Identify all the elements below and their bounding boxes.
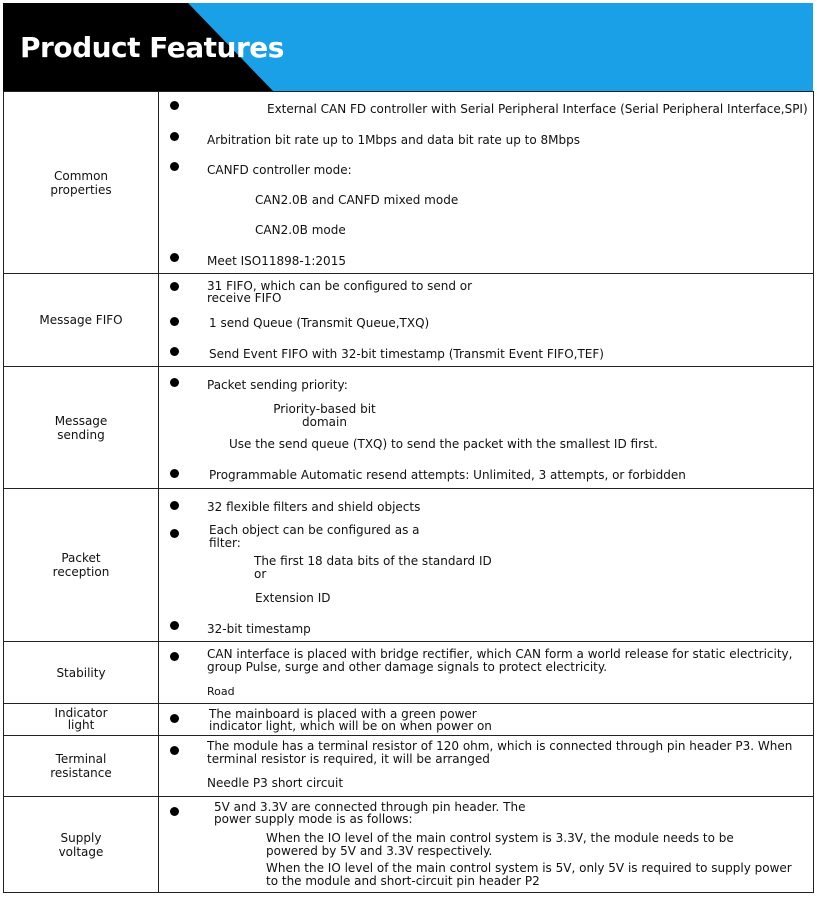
page-title: Product Features	[20, 31, 284, 64]
row-label: Indicator light	[54, 706, 108, 732]
row-label: Message sending	[54, 413, 108, 442]
table-row-terminal	[4, 736, 814, 797]
feature-item: CAN interface is placed with bridge rectifier, which CAN form a world release for static electricity, group Pulse, surge and other damage signals to protect electricity.	[207, 647, 793, 674]
row-content-cell	[159, 642, 814, 704]
table-row-indicator	[4, 704, 814, 736]
feature-item: 5V and 3.3V are connected through pin header. The power supply mode is as follows:	[214, 800, 526, 826]
table-row-sending	[4, 367, 814, 489]
bullet-icon	[170, 621, 179, 630]
row-label-cell	[4, 704, 159, 736]
row-label-cell	[4, 736, 159, 797]
feature-item: CANFD controller mode:	[207, 163, 352, 177]
bullet-icon	[170, 501, 179, 510]
row-label-cell	[4, 797, 159, 893]
table-row-fifo	[4, 274, 814, 367]
feature-subitem: CAN2.0B and CANFD mixed mode	[255, 193, 459, 207]
row-label-cell	[4, 642, 159, 704]
feature-subitem: Priority-based bit domain	[273, 402, 376, 429]
row-label: Common properties	[50, 168, 112, 197]
feature-item: Send Event FIFO with 32-bit timestamp (Transmit Event FIFO,TEF)	[209, 347, 604, 361]
feature-item: Meet ISO11898-1:2015	[207, 254, 346, 268]
row-label-cell	[4, 489, 159, 642]
feature-subitem: When the IO level of the main control system is 3.3V, the module needs to be powered by 5V and 3.3V respectively.	[266, 831, 734, 858]
row-content-cell	[159, 367, 814, 489]
feature-item: Packet sending priority:	[207, 378, 348, 392]
feature-item: Needle P3 short circuit	[207, 776, 344, 790]
feature-item: The module has a terminal resistor of 120 ohm, which is connected through pin header P3. When terminal resistor is required, it will be arranged	[207, 739, 793, 766]
table-row-stability	[4, 642, 814, 704]
bullet-icon	[170, 162, 179, 171]
feature-item: External CAN FD controller with Serial Peripheral Interface (Serial Peripheral Interface,SPI)	[267, 102, 808, 116]
row-label: Stability	[56, 665, 106, 680]
table-row-supply	[4, 797, 814, 893]
feature-item: 32-bit timestamp	[207, 622, 311, 636]
bullet-icon	[170, 282, 179, 291]
features-table	[3, 91, 814, 893]
bullet-icon	[170, 469, 179, 478]
row-content-cell	[159, 274, 814, 367]
feature-subitem: Extension ID	[255, 591, 331, 605]
bullet-icon	[170, 714, 179, 723]
feature-item: Programmable Automatic resend attempts: Unlimited, 3 attempts, or forbidden	[209, 468, 686, 482]
row-label: Message FIFO	[39, 313, 123, 327]
page-header	[3, 3, 813, 91]
bullet-icon	[170, 529, 179, 538]
feature-subitem: When the IO level of the main control system is 5V, only 5V is required to supply power to the module and short-circuit pin header P2	[266, 861, 792, 888]
feature-subitem: The first 18 data bits of the standard ID or	[254, 554, 492, 581]
bullet-icon	[170, 347, 179, 356]
table-row-reception	[4, 489, 814, 642]
row-content-cell	[159, 704, 814, 736]
row-label-cell	[4, 274, 159, 367]
bullet-icon	[170, 746, 179, 755]
bullet-icon	[170, 807, 179, 816]
feature-item: Each object can be configured as a filter:	[209, 523, 420, 550]
feature-item: 1 send Queue (Transmit Queue,TXQ)	[209, 316, 430, 330]
table-row-common	[4, 92, 814, 274]
row-content-cell	[159, 797, 814, 893]
row-content-cell	[159, 92, 814, 274]
feature-item: 31 FIFO, which can be configured to send or receive FIFO	[207, 279, 473, 305]
feature-item: 32 flexible filters and shield objects	[207, 500, 421, 514]
row-content-cell	[159, 489, 814, 642]
bullet-icon	[170, 652, 179, 661]
row-label-cell	[4, 367, 159, 489]
row-label: Supply voltage	[58, 830, 104, 859]
bullet-icon	[170, 378, 179, 387]
feature-subitem: CAN2.0B mode	[255, 223, 346, 237]
bullet-icon	[170, 253, 179, 262]
row-label: Terminal resistance	[50, 752, 112, 780]
bullet-icon	[170, 317, 179, 326]
feature-item: The mainboard is placed with a green power indicator light, which will be on when power on	[209, 707, 492, 733]
feature-item: Road	[207, 685, 235, 698]
row-label: Packet reception	[52, 551, 110, 579]
feature-item: Arbitration bit rate up to 1Mbps and data bit rate up to 8Mbps	[207, 133, 581, 147]
bullet-icon	[170, 101, 179, 110]
feature-subitem: Use the send queue (TXQ) to send the packet with the smallest ID first.	[229, 437, 658, 451]
row-label-cell	[4, 92, 159, 274]
bullet-icon	[170, 132, 179, 141]
row-content-cell	[159, 736, 814, 797]
